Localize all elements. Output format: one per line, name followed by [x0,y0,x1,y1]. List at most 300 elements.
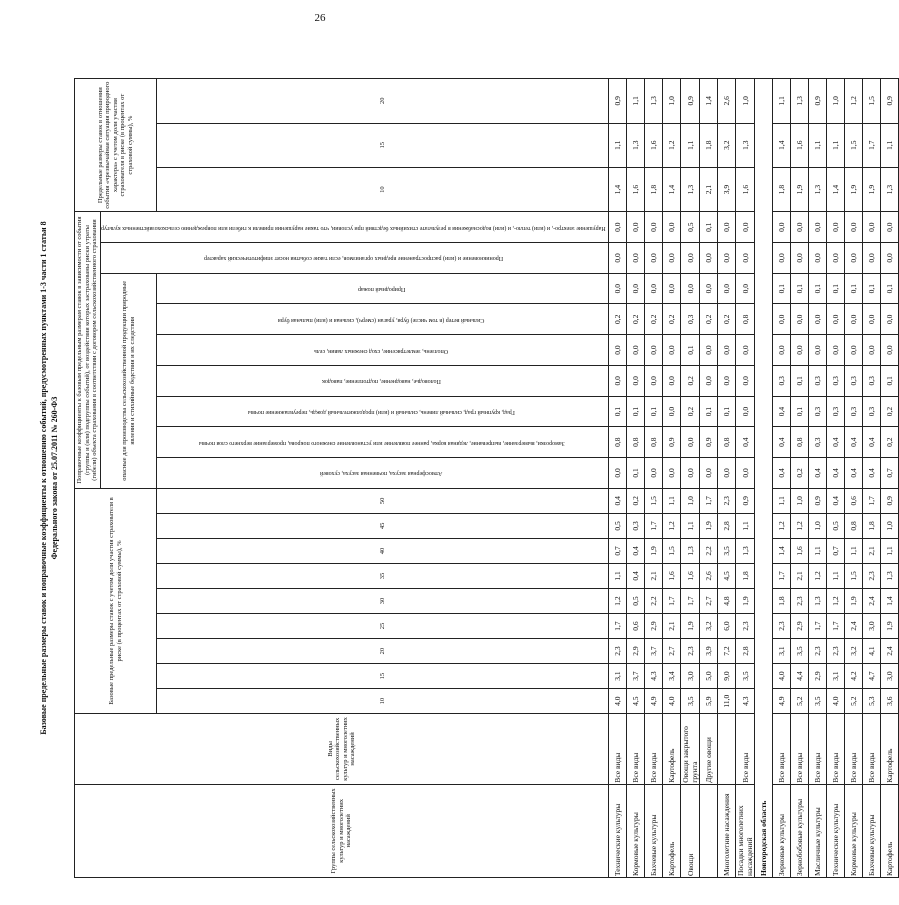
table-cell: 2,6 [700,563,718,588]
table-row [881,79,899,878]
table-cell: Все виды [863,714,881,785]
table-cell: 1,1 [881,123,899,167]
table-cell: 0,5 [609,513,627,538]
table-cell: 0,0 [663,243,681,274]
table-cell: Картофель [663,784,681,877]
table-cell: Все виды [736,714,755,785]
table-cell: 4,5 [718,563,736,588]
table-cell: 0,7 [609,538,627,563]
table-cell: 1,6 [791,123,809,167]
table-cell: 0,1 [827,273,845,304]
table-cell: 0,4 [627,538,645,563]
table-cell: 0,0 [845,335,863,366]
table-cell: 0,0 [718,365,736,396]
header-pct-20: 20 [157,639,609,664]
table-cell: 1,7 [609,614,627,639]
table-cell: 3,2 [845,639,863,664]
table-cell: 0,1 [681,335,700,366]
table-cell: 0,1 [627,396,645,427]
table-cell: 1,7 [700,488,718,513]
table-cell: 0,0 [609,273,627,304]
header-limit-15: 15 [157,123,609,167]
table-cell: 2,1 [700,167,718,211]
table-cell: 0,1 [627,458,645,489]
table-cell: 0,3 [681,304,700,335]
header-pct-50: 50 [157,488,609,513]
table-cell: 0,8 [718,427,736,458]
table-cell: 0,0 [627,212,645,243]
table-cell: 0,9 [809,79,827,124]
table-cell: 3,5 [791,639,809,664]
table-cell: 0,0 [791,304,809,335]
table-cell: 0,0 [809,212,827,243]
table-cell: 0,0 [681,458,700,489]
table-cell: Зерновые культуры [773,784,791,877]
table-cell: 0,3 [809,396,827,427]
table-cell: 1,7 [663,588,681,613]
table-cell: 0,0 [809,243,827,274]
table-cell: 1,3 [791,79,809,124]
table-cell: 1,2 [663,123,681,167]
table-cell: 0,3 [863,396,881,427]
table-row [809,79,827,878]
table-cell: 3,0 [863,614,881,639]
table-cell: 2,1 [663,614,681,639]
table-cell: 0,4 [827,488,845,513]
table-cell: Картофель [881,714,899,785]
table-cell: 1,0 [736,79,755,124]
table-cell: 1,0 [827,79,845,124]
table-cell: 1,1 [773,79,791,124]
table-cell: Все виды [627,714,645,785]
header-limit-rates: Предельные размеры ставок в отношении события «чрезвычайная ситуация природного характера» с учетом доли участия страхователя в риске (в процентах от страховой суммы), % [75,79,157,212]
table-cell: 4,0 [827,689,845,714]
table-cell: 0,3 [827,396,845,427]
table-cell: 1,6 [791,538,809,563]
table-cell: 1,5 [645,488,663,513]
table-cell: 0,0 [791,212,809,243]
table-cell: 0,5 [681,212,700,243]
table-cell: 1,9 [645,538,663,563]
table-cell: 3,5 [681,689,700,714]
table-cell: 0,0 [736,458,755,489]
table-cell: 0,1 [791,396,809,427]
table-cell: 1,3 [881,167,899,211]
table-cell: 1,0 [881,513,899,538]
table-cell: 1,5 [663,538,681,563]
table-cell: 3,5 [809,689,827,714]
table-cell: 1,9 [736,588,755,613]
table-cell: 0,0 [827,335,845,366]
table-cell: 3,5 [718,538,736,563]
table-cell: 0,0 [645,212,663,243]
header-kind: Виды сельскохозяйственных культур и многолетних насаждений [75,714,609,785]
table-cell: 1,9 [700,513,718,538]
table-row [827,79,845,878]
table-cell: 0,3 [627,513,645,538]
table-cell: 0,0 [663,458,681,489]
table-cell: 5,9 [700,689,718,714]
table-cell: 0,0 [773,304,791,335]
table-cell: 2,8 [736,639,755,664]
table-cell: 1,4 [609,167,627,211]
table-cell: Другие овощи [700,714,718,785]
table-cell: 0,0 [663,212,681,243]
table-cell: 2,4 [863,588,881,613]
table-cell: 0,2 [609,304,627,335]
header-group: Группы сельскохозяйственных культур и многолетних насаждений [75,784,609,877]
table-row [718,79,736,878]
table-cell: 0,9 [736,488,755,513]
header-event-5: Сильный ветер (в том числе) буря, ураган (смерч), сильная и (или) пыльная буря [157,304,609,335]
table-cell: Овощи закрытого грунта [681,714,700,785]
table-cell: 0,0 [809,304,827,335]
table-cell: Кормовые культуры [627,784,645,877]
table-cell: 3,9 [700,639,718,664]
table-cell: 11,0 [718,689,736,714]
table-cell: 1,8 [736,563,755,588]
table-cell: 0,2 [627,304,645,335]
header-pct-25: 25 [157,614,609,639]
table-cell: 1,7 [681,588,700,613]
table-cell: 0,1 [881,273,899,304]
table-cell: 0,0 [863,243,881,274]
header-limit-20: 20 [157,79,609,124]
table-row [627,79,645,878]
table-cell: 1,8 [773,167,791,211]
table-cell: 5,0 [700,664,718,689]
table-cell: 4,9 [773,689,791,714]
table-cell: 2,7 [700,588,718,613]
table-cell: 1,1 [809,123,827,167]
table-cell: 0,4 [809,458,827,489]
table-cell: 2,4 [881,639,899,664]
table-cell: 4,3 [645,664,663,689]
table-cell: 2,2 [645,588,663,613]
header-pct-45: 45 [157,513,609,538]
title-line-1: Базовые предельные размеры ставок и поправочные коэффициенты к отношению событий, предусмотренных пунктами 1-3 части 1 статьи 8 [39,221,48,735]
table-cell: 0,0 [700,273,718,304]
region-row [755,79,773,878]
table-cell: 0,1 [700,396,718,427]
table-cell: 0,0 [645,243,663,274]
table-cell: 0,0 [845,212,863,243]
table-cell: 0,1 [609,396,627,427]
table-row [863,79,881,878]
table-row [681,79,700,878]
table-cell: 0,2 [700,304,718,335]
table-row [609,79,627,878]
table-cell: 1,3 [645,79,663,124]
table-cell: 0,0 [791,243,809,274]
table-cell: 3,1 [609,664,627,689]
table-cell: 0,0 [700,365,718,396]
table-cell: 1,2 [827,588,845,613]
table-cell: Овощи [681,784,700,877]
table-cell: 1,8 [863,513,881,538]
table-cell: 4,0 [773,664,791,689]
table-cell: 0,2 [663,304,681,335]
header-base-rates: Базовые предельные размеры ставок с учетом доли участия страхователя в риске (в процентах от страховой суммы), % [75,488,157,713]
table-cell: 4,5 [627,689,645,714]
table-cell: 0,1 [791,273,809,304]
table-cell: 1,1 [881,538,899,563]
table-cell: 1,4 [773,538,791,563]
table-cell: 2,3 [718,488,736,513]
table-cell: 1,1 [773,488,791,513]
table-cell: 0,9 [663,427,681,458]
table-cell: 1,3 [627,123,645,167]
table-cell: 0,4 [863,458,881,489]
table-cell: 0,0 [627,243,645,274]
table-cell: 0,1 [863,273,881,304]
table-cell: Масличные культуры [809,784,827,877]
table-cell: 0,4 [773,396,791,427]
table-cell: 0,0 [681,427,700,458]
table-cell: Кормовые культуры [845,784,863,877]
table-cell: 1,6 [627,167,645,211]
table-row [791,79,809,878]
table-cell: 0,8 [645,427,663,458]
table-cell: 3,1 [827,664,845,689]
table-cell: 1,1 [609,563,627,588]
table-cell: 1,8 [700,123,718,167]
table-cell: 1,7 [809,614,827,639]
table-cell: 0,8 [609,427,627,458]
table-cell: 3,6 [881,689,899,714]
table-cell: 3,9 [718,167,736,211]
table-cell: 0,2 [881,396,899,427]
table-cell: 1,1 [736,513,755,538]
table-cell: 0,3 [845,365,863,396]
header-event-1: Заморозки, вымерзание, выпревание, ледяная корка, раннее появление или установление снежного покрова, промерзание верхнего слоя почвы [157,427,609,458]
table-cell: 0,2 [791,458,809,489]
table-cell: 0,2 [627,488,645,513]
table-cell: 2,1 [863,538,881,563]
table-cell: 3,5 [736,664,755,689]
table-cell: 0,0 [627,273,645,304]
table-cell: 0,0 [736,365,755,396]
table-cell: 1,4 [881,588,899,613]
table-cell: 1,7 [863,123,881,167]
table-cell: 1,1 [827,563,845,588]
table-cell: 2,9 [809,664,827,689]
table-cell: 1,4 [663,167,681,211]
table-cell: 0,0 [609,458,627,489]
table-cell: 4,0 [663,689,681,714]
header-pct-30: 30 [157,588,609,613]
table-cell: Бахчевые культуры [863,784,881,877]
table-cell: 0,0 [881,335,899,366]
header-pct-10: 10 [157,689,609,714]
table-cell: 2,3 [791,588,809,613]
table-cell: 1,9 [863,167,881,211]
table-cell: 0,2 [881,427,899,458]
table-cell: 1,3 [681,538,700,563]
table-cell: 3,4 [663,664,681,689]
table-cell: 1,1 [827,123,845,167]
table-cell: 0,9 [881,79,899,124]
table-cell: 0,0 [881,212,899,243]
table-cell: 0,3 [809,427,827,458]
table-cell: 1,9 [845,167,863,211]
table-cell: 0,0 [736,273,755,304]
table-cell: 0,1 [791,365,809,396]
table-cell: 0,2 [718,304,736,335]
table-cell: 0,0 [681,273,700,304]
table-cell: 0,0 [718,243,736,274]
table-cell: 4,7 [863,664,881,689]
table-cell: 1,6 [645,123,663,167]
table-cell: 1,4 [827,167,845,211]
table-cell: 0,0 [645,365,663,396]
table-cell: 2,9 [627,639,645,664]
table-cell: 0,0 [718,458,736,489]
table-cell: 0,0 [609,243,627,274]
table-cell: 0,0 [881,243,899,274]
table-cell: 0,9 [681,79,700,124]
table-cell: 0,1 [645,396,663,427]
header-limit-10: 10 [157,167,609,211]
table-cell: 4,4 [791,664,809,689]
table-cell: 0,1 [700,212,718,243]
table-cell: 0,0 [736,396,755,427]
table-cell: 0,3 [845,396,863,427]
table-cell: 0,0 [700,243,718,274]
table-cell: 0,0 [827,212,845,243]
table-cell: 1,0 [809,513,827,538]
table-cell: 0,6 [627,614,645,639]
table-cell: 0,1 [773,273,791,304]
table-cell: Все виды [609,714,627,785]
table-cell: 0,0 [700,458,718,489]
table-cell: 2,3 [681,639,700,664]
table-cell: 0,2 [645,304,663,335]
table-cell: 0,7 [881,458,899,489]
table-cell: 1,1 [809,538,827,563]
table-cell: 0,6 [845,488,863,513]
table-cell: 0,0 [700,335,718,366]
table-cell: 3,1 [773,639,791,664]
table-cell: 1,0 [663,79,681,124]
table-cell: 7,2 [718,639,736,664]
table-row [700,79,718,878]
table-cell: 0,0 [681,243,700,274]
table-cell: 0,4 [736,427,755,458]
header-pct-40: 40 [157,538,609,563]
table-cell: 1,8 [773,588,791,613]
table-cell: 0,0 [609,335,627,366]
table-cell: Технические культуры [609,784,627,877]
table-cell: 0,4 [827,458,845,489]
rates-table [74,78,899,878]
table-cell: 4,3 [736,689,755,714]
table-cell: 0,3 [827,365,845,396]
header-coeff-pests: Проникновение и (или) распространение вредных организмов, если такие события носят эпифитотический характер [101,243,609,274]
header-coeff-utility: Нарушение электро-, и (или) тепло-, и (или) водоснабжения в результате стихийных бедствий при условии, что такие нарушения привели к гибели или повреждению сельскохозяйственных культур [101,212,609,243]
table-cell [718,714,736,785]
table-cell: 2,9 [645,614,663,639]
table-cell: 1,5 [845,563,863,588]
table-cell: 2,4 [845,614,863,639]
table-cell: 1,9 [681,614,700,639]
table-cell: 1,2 [663,513,681,538]
table-cell: Зернобобовые культуры [791,784,809,877]
table-cell: 0,4 [827,427,845,458]
table-cell: 1,1 [663,488,681,513]
table-cell: 4,8 [718,588,736,613]
table-cell: 0,3 [773,365,791,396]
table-cell: 2,7 [663,639,681,664]
header-event-0: Атмосферная засуха, почвенная засуха, суховей [157,458,609,489]
table-cell: 4,0 [609,689,627,714]
table-cell: 4,9 [645,689,663,714]
page-number: 26 [314,12,326,24]
table-cell: Посадки многолетних насаждений [736,784,755,877]
table-cell: 0,0 [645,335,663,366]
table-cell: 1,2 [809,563,827,588]
table-cell: Картофель [663,714,681,785]
table-cell: 0,0 [827,243,845,274]
table-cell: Все виды [791,714,809,785]
table-cell: Картофель [881,784,899,877]
table-cell: 0,0 [718,273,736,304]
table-cell: 0,9 [881,488,899,513]
table-cell: 0,0 [773,243,791,274]
table-cell: 3,0 [681,664,700,689]
table-cell: 1,9 [881,614,899,639]
table-cell: 5,3 [863,689,881,714]
table-row [663,79,681,878]
table-cell: 1,8 [645,167,663,211]
table-cell: 0,0 [791,335,809,366]
table-cell: 0,0 [845,304,863,335]
header-event-3: Половодье, наводнение, подтопление, паводок [157,365,609,396]
table-cell: 1,9 [791,167,809,211]
table-cell: 4,1 [863,639,881,664]
table-cell: 0,0 [609,212,627,243]
table-cell: 1,7 [773,563,791,588]
table-cell: 0,0 [663,273,681,304]
table-cell: Все виды [645,714,663,785]
table-cell: 3,7 [627,664,645,689]
table-cell: 0,0 [845,243,863,274]
table-body [609,79,899,878]
table-cell: 0,0 [663,396,681,427]
table-cell: 0,0 [736,212,755,243]
table-cell: 1,3 [681,167,700,211]
table-cell: 0,4 [773,458,791,489]
table-cell: 2,1 [645,563,663,588]
title-line-2: Федерального закона от 25.07.2011 № 260-ФЗ [50,396,59,560]
table-cell: 1,7 [645,513,663,538]
table-cell: Технические культуры [827,784,845,877]
table-row [773,79,791,878]
table-cell: 0,4 [627,563,645,588]
header-event-4: Оползень, землетрясение, сход снежных лавин, сель [157,335,609,366]
table-cell: 1,7 [827,614,845,639]
table-cell: 0,7 [827,538,845,563]
table-cell: 0,8 [791,427,809,458]
table-cell: 0,0 [863,212,881,243]
table-cell: 0,0 [773,212,791,243]
table-cell: 0,8 [627,427,645,458]
table-cell: 3,0 [881,664,899,689]
table-cell: 0,0 [773,335,791,366]
table-cell: 3,7 [645,639,663,664]
table-cell: 0,1 [718,396,736,427]
table-cell [700,784,718,877]
